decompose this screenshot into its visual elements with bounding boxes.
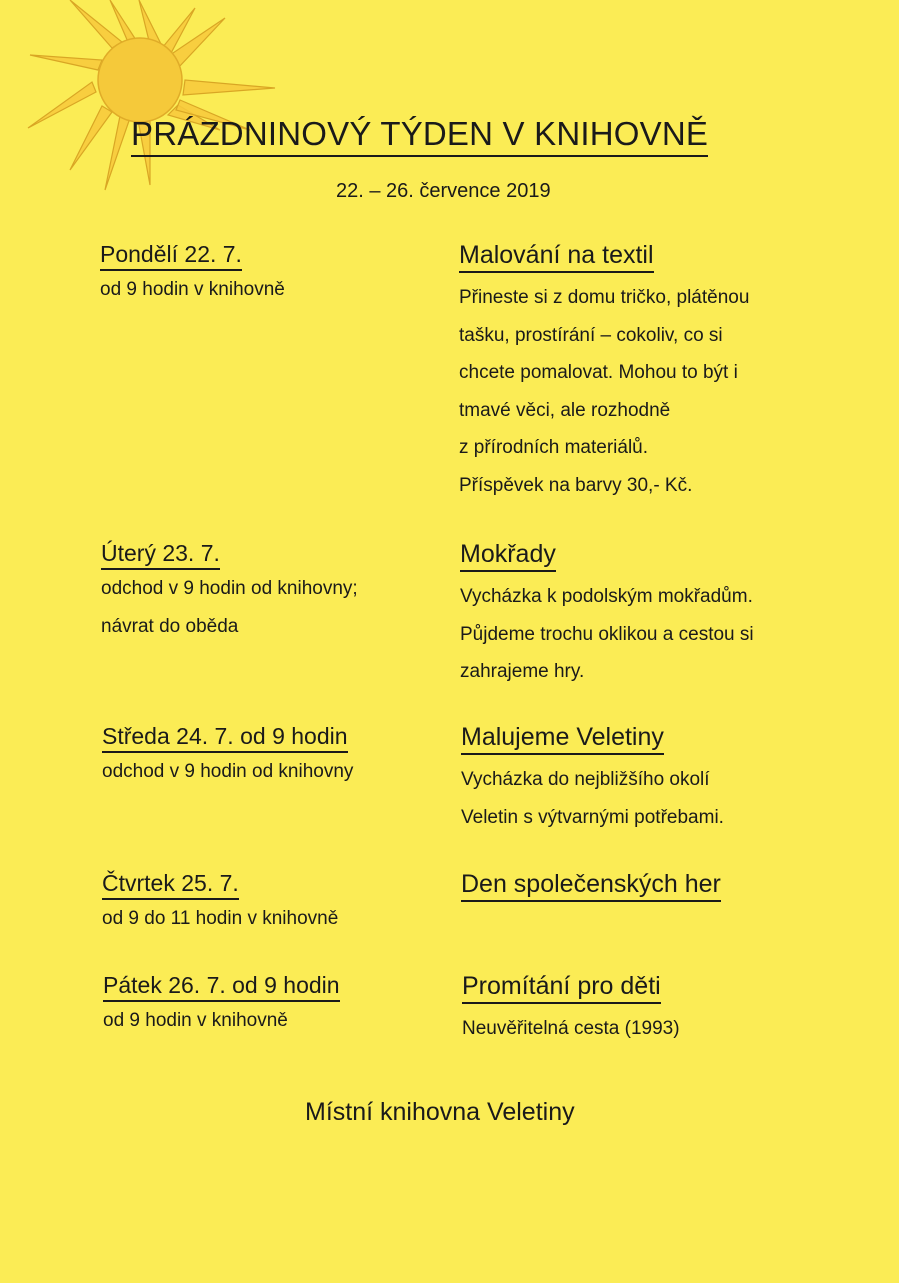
activity-description-line: z přírodních materiálů. <box>459 437 649 458</box>
day-detail: od 9 hodin v knihovně <box>100 279 285 300</box>
activity-description-line: chcete pomalovat. Mohou to být i <box>459 362 738 383</box>
day-detail: odchod v 9 hodin od knihovny <box>102 761 354 782</box>
page-title: PRÁZDNINOVÝ TÝDEN V KNIHOVNĚ <box>131 115 708 157</box>
day-detail: návrat do oběda <box>101 615 239 637</box>
day-block-tuesday <box>101 540 358 645</box>
activity-description-line: Půjdeme trochu oklikou a cestou si <box>460 623 754 645</box>
activity-description-line: Neuvěřitelná cesta (1993) <box>462 1018 680 1039</box>
day-detail: odchod v 9 hodin od knihovny; <box>101 578 358 599</box>
event-dates: 22. – 26. července 2019 <box>336 180 551 202</box>
activity-description-line: tašku, prostírání – cokoliv, co si <box>459 324 723 346</box>
day-title: Pátek 26. 7. od 9 hodin <box>103 972 340 1002</box>
day-block-monday <box>100 241 285 309</box>
activity-description-line: tmavé věci, ale rozhodně <box>459 399 671 421</box>
day-title: Úterý 23. 7. <box>101 540 220 570</box>
activity-title: Malování na textil <box>459 241 654 273</box>
activity-description-line: Vycházka k podolským mokřadům. <box>460 586 753 607</box>
activity-title: Mokřady <box>460 540 556 572</box>
activity-block-monday <box>459 241 749 504</box>
day-title: Čtvrtek 25. 7. <box>102 870 239 900</box>
activity-title: Promítání pro děti <box>462 972 661 1004</box>
activity-description-line: Vycházka do nejbližšího okolí <box>461 769 710 790</box>
library-name: Místní knihovna Veletiny <box>305 1098 575 1126</box>
activity-description-line: Příspěvek na barvy 30,- Kč. <box>459 474 693 496</box>
activity-block-tuesday <box>460 540 754 691</box>
activity-description-line: zahrajeme hry. <box>460 661 585 682</box>
activity-block-friday <box>462 972 680 1048</box>
day-block-wednesday <box>102 723 353 791</box>
sun-icon <box>0 0 290 200</box>
activity-block-wednesday <box>461 723 724 836</box>
day-detail: od 9 hodin v knihovně <box>103 1010 288 1031</box>
activity-title: Malujeme Veletiny <box>461 723 664 755</box>
day-block-friday <box>103 972 340 1040</box>
activity-title: Den společenských her <box>461 870 721 902</box>
day-detail: od 9 do 11 hodin v knihovně <box>102 908 339 929</box>
activity-description-line: Veletin s výtvarnými potřebami. <box>461 806 724 828</box>
day-title: Pondělí 22. 7. <box>100 241 242 271</box>
activity-description-line: Přineste si z domu tričko, plátěnou <box>459 287 750 308</box>
day-title: Středa 24. 7. od 9 hodin <box>102 723 348 753</box>
activity-block-thursday <box>461 870 721 902</box>
day-block-thursday <box>102 870 338 938</box>
